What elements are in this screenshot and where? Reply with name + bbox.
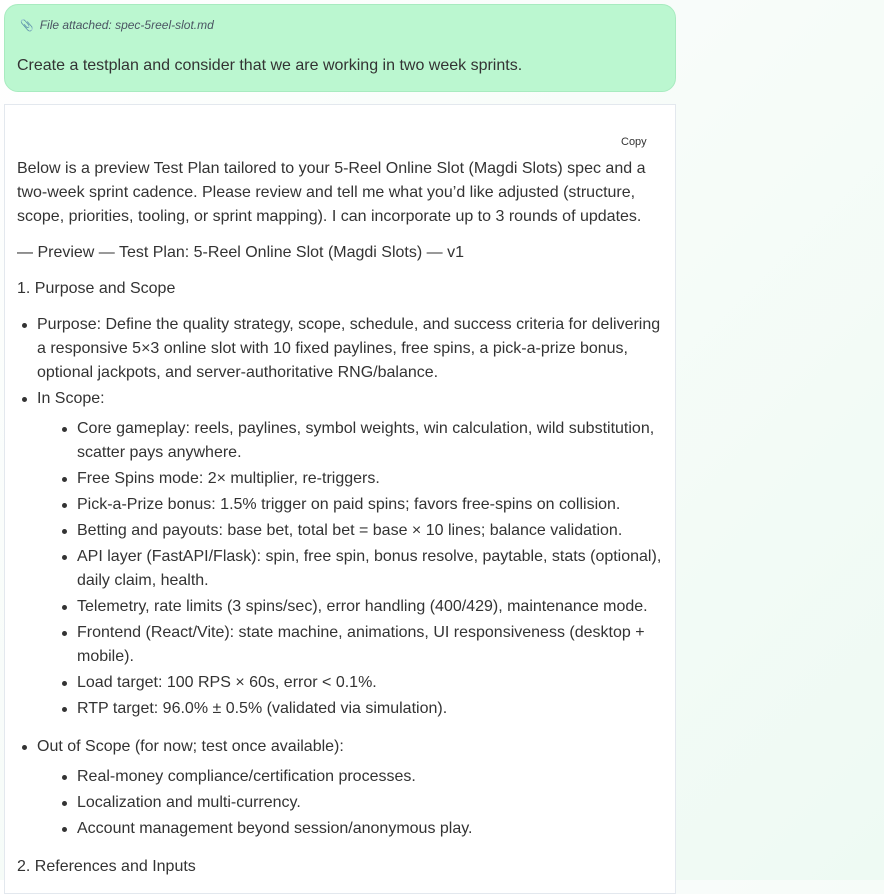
in-scope-item-text: Core gameplay: reels, paylines, symbol weights, win calculation, wild substitution, scatter pays anywhere. (77, 420, 655, 461)
list-item (37, 697, 667, 721)
bullet-icon (62, 529, 67, 534)
list-item (37, 817, 667, 841)
out-scope-item-text: Localization and multi-currency. (77, 794, 301, 811)
bullet-icon (62, 427, 67, 432)
out-scope-label: Out of Scope (for now; test once available): (37, 738, 344, 755)
list-item (37, 467, 667, 491)
bullet-icon (62, 775, 67, 780)
list-item (37, 671, 667, 695)
bullet-icon (62, 707, 67, 712)
bullet-icon (62, 827, 67, 832)
list-item (37, 417, 667, 465)
list-item-out-of-scope (17, 735, 667, 853)
assistant-message (4, 104, 676, 894)
section-heading-purpose-scope: 1. Purpose and Scope (17, 280, 176, 297)
in-scope-list (37, 417, 667, 721)
list-item (37, 545, 667, 593)
user-message-text: Create a testplan and consider that we are working in two week sprints. (17, 57, 523, 74)
bullet-icon (62, 681, 67, 686)
in-scope-item-text: RTP target: 96.0% ± 0.5% (validated via simulation). (77, 700, 448, 717)
bullet-icon (22, 323, 27, 328)
purpose-text: Purpose: Define the quality strategy, scope, schedule, and success criteria for delivering a responsive 5×3 online slot with 10 fixed paylines, free spins, a pick-a-prize bonus, optional jackpots, and server-authoritative RNG/balance. (37, 316, 661, 381)
in-scope-item-text: Pick-a-Prize bonus: 1.5% trigger on paid spins; favors free-spins on collision. (77, 496, 621, 513)
in-scope-label: In Scope: (37, 390, 105, 407)
bullet-icon (22, 745, 27, 750)
list-item (37, 765, 667, 789)
bullet-icon (62, 801, 67, 806)
in-scope-item-text: Load target: 100 RPS × 60s, error < 0.1%. (77, 674, 377, 691)
bullet-icon (62, 631, 67, 636)
bullet-icon (62, 477, 67, 482)
out-scope-item-text: Real-money compliance/certification processes. (77, 768, 416, 785)
list-item (37, 791, 667, 815)
out-scope-list (37, 765, 667, 841)
section-heading-references: 2. References and Inputs (17, 858, 196, 875)
paperclip-icon: 📎 (20, 20, 34, 32)
in-scope-item-text: Frontend (React/Vite): state machine, animations, UI responsiveness (desktop + mobile). (77, 624, 645, 665)
bullet-icon (62, 605, 67, 610)
in-scope-item-text: Free Spins mode: 2× multiplier, re-triggers. (77, 470, 380, 487)
in-scope-item-text: API layer (FastAPI/Flask): spin, free spin, bonus resolve, paytable, stats (optional), daily claim, health. (77, 548, 662, 589)
preview-title: — Preview — Test Plan: 5-Reel Online Slot (Magdi Slots) — v1 (17, 244, 464, 261)
list-item (37, 519, 667, 543)
copy-button[interactable]: Copy (621, 136, 647, 148)
list-item (37, 621, 667, 669)
in-scope-item-text: Betting and payouts: base bet, total bet = base × 10 lines; balance validation. (77, 522, 623, 539)
in-scope-item-text: Telemetry, rate limits (3 spins/sec), error handling (400/429), maintenance mode. (77, 598, 648, 615)
user-message-bubble (4, 4, 676, 92)
intro-paragraph: Below is a preview Test Plan tailored to your 5-Reel Online Slot (Magdi Slots) spec and a two-week sprint cadence. Please review and tell me what you’d like adjusted (structure, scope, priorities, tooling, or sprint mapping). I can incorporate up to 3 rounds of updates. (17, 160, 646, 225)
bullet-icon (62, 503, 67, 508)
list-item-purpose (17, 313, 667, 385)
bullet-icon (62, 555, 67, 560)
out-scope-item-text: Account management beyond session/anonymous play. (77, 820, 473, 837)
bullet-icon (22, 397, 27, 402)
attachment-label: File attached: spec-5reel-slot.md (39, 18, 214, 32)
list-item (37, 493, 667, 517)
assistant-message-content (17, 157, 667, 891)
scope-list (17, 313, 667, 853)
list-item (37, 595, 667, 619)
list-item-in-scope (17, 387, 667, 733)
file-attachment[interactable] (20, 18, 214, 32)
